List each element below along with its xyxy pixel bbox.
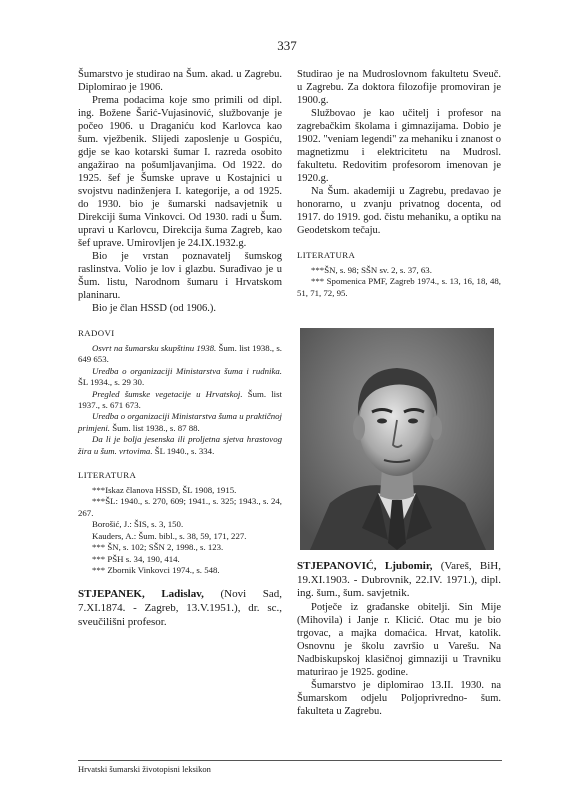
radovi-list bbox=[78, 343, 282, 457]
entry-header bbox=[78, 588, 282, 629]
entry-details: (Vareš, BiH, 19.XI.1903. - Dubrovnik, 22.IV. 1971.), dipl. ing. šum., šum. savjetnik. bbox=[297, 560, 502, 600]
literatura-item: ***Iskaz članova HSSD, ŠL 1908, 1915. bbox=[92, 485, 237, 496]
portrait-photo bbox=[300, 328, 494, 550]
entry-name: STJEPANEK, Ladislav, bbox=[78, 588, 204, 601]
bio-paragraph: Potječe iz građanske obitelji. Sin Mije (Mihovila) i Janje r. Klicić. Otac mu je bio trgovac, a majka domaćica. Hrvat, katolik. Osnovnu je školu završio u Varešu. Na Nadbiskupskoj klasičnoj gimnaziji u Travniku maturirao je 1925. godine. bbox=[297, 601, 501, 678]
bio-paragraph: Šumarstvo je studirao na Šum. akad. u Zagrebu. Diplomirao je 1906. bbox=[78, 69, 282, 93]
radovi-item bbox=[78, 411, 282, 434]
entry-details: (Novi Sad, 7.XI.1874. - Zagreb, 13.V.1951.), dr. sc., sveučilišni profesor. bbox=[78, 588, 282, 628]
work-source: Šum. list 1937., s. 671 673. bbox=[78, 388, 282, 411]
radovi-item bbox=[78, 343, 282, 366]
left-column bbox=[78, 68, 282, 629]
footer-text: Hrvatski šumarski životopisni leksikon bbox=[78, 764, 211, 774]
literatura-item: Kauders, A.: Šum. bibl., s. 38, 59, 171, 227. bbox=[92, 530, 247, 541]
bio-paragraph: Službovao je kao učitelj i profesor na zagrebačkim školama i gimnazijama. Dobio je 1902. "veniam legendi" za mehaniku i znanost o magnetizmu i elektricitetu na Mudrosl. fakultetu. Redovitim profesorom imenovan je 1920.g. bbox=[297, 108, 501, 184]
work-title: Uredba o organizaciji Ministarstva šuma i rudnika. bbox=[92, 365, 282, 376]
entry-name: STJEPANOVIĆ, Ljubomir, bbox=[297, 560, 433, 572]
bio-paragraph: Šumarstvo je diplomirao 13.II. 1930. na Šumarskom odjelu Poljoprivredno- šum. fakulteta u Zagrebu. bbox=[297, 679, 501, 717]
literatura-item: ***ŠL: 1940., s. 270, 609; 1941., s. 325; 1943., s. 24, 267. bbox=[78, 496, 282, 518]
work-source: ŠL 1940., s. 334. bbox=[152, 445, 215, 456]
literatura-item: *** Spomenica PMF, Zagreb 1974., s. 13, 16, 18, 48, 51, 71, 72, 95. bbox=[297, 276, 501, 298]
work-title: Uredba o organizaciji Ministarstva šuma u praktičnoj primjeni. bbox=[78, 411, 282, 433]
literatura-item: *** PŠH s. 34, 190, 414. bbox=[92, 553, 180, 564]
literatura-list bbox=[297, 265, 501, 299]
literatura-item: *** Zbornik Vinkovci 1974., s. 548. bbox=[92, 564, 220, 575]
literatura-heading: LITERATURA bbox=[297, 250, 356, 260]
radovi-item bbox=[78, 389, 282, 412]
bio-paragraph: Studirao je na Mudroslovnom fakultetu Sveuč. u Zagrebu. Za doktora filozofije promoviran je 1900.g. bbox=[297, 69, 501, 106]
radovi-heading: RADOVI bbox=[78, 328, 115, 338]
page-number: 337 bbox=[277, 38, 297, 53]
literatura-item: ***ŠN, s. 98; SŠN sv. 2, s. 37, 63. bbox=[311, 265, 432, 275]
bio-paragraph: Na Šum. akademiji u Zagrebu, predavao je honorarno, u zvanju privatnog docenta, od 1917. do 1919. god. čistu mehaniku, a optiku na Geodetskom tečaju. bbox=[297, 186, 501, 236]
work-source: Šum. list 1938., s. 649 653. bbox=[78, 343, 282, 365]
work-title: Osvrt na šumarsku skupštinu 1938. bbox=[92, 343, 217, 353]
bio-paragraph: Bio je vrstan poznavatelj šumskog raslinstva. Volio je lov i glazbu. Surađivao je u Šum. listu, Narodnom šumaru i Hrvatskom planinaru. bbox=[78, 251, 282, 301]
work-title: Pregled šumske vegetacije u Hrvatskoj. bbox=[92, 388, 243, 399]
right-entry bbox=[297, 560, 501, 718]
work-source: ŠL 1934., s. 29 30. bbox=[78, 377, 145, 388]
work-source: Šum. list 1938., s. 87 88. bbox=[110, 422, 200, 433]
literatura-heading: LITERATURA bbox=[78, 470, 137, 481]
literatura-item: *** ŠN, s. 102; SŠN 2, 1998., s. 123. bbox=[92, 542, 224, 553]
work-title: Da li je bolja jesenska ili proljetna sjetva hrastovog žira u šum. vrtovima. bbox=[78, 434, 282, 456]
radovi-item bbox=[78, 434, 282, 457]
bio-paragraph: Prema podacima koje smo primili od dipl. ing. Božene Šarić-Vujasinović, službovanje je počeo 1906. u Draganiću kod Karlovca kao šum. vježbenik. Slijedi zaposlenje u Gospiću, gdje se kao kotarski šumar I. razreda osobito angažirao na pošumljavanjima. Od 1922. do 1925. šef je Šumske uprave u Kostajnici u svojstvu nadinženjera I. kategorije, a od 1925. do 1930. bio je šumarski nadsavjetnik u Direkciji šuma Vinkovci. Od 1930. radi u Šum. upravi u Karlovcu, Direkcija šuma Zagreb, kao šef uprave. Umirovljen je 24.IX.1932.g. bbox=[78, 95, 282, 249]
right-column bbox=[297, 68, 501, 299]
portrait-image bbox=[300, 328, 494, 550]
radovi-item bbox=[78, 366, 282, 389]
bio-paragraph: Bio je član HSSD (od 1906.). bbox=[92, 303, 216, 314]
footer-rule bbox=[78, 760, 502, 761]
literatura-item: Borošić, J.: ŠIS, s. 3, 150. bbox=[92, 519, 184, 530]
literatura-list bbox=[78, 485, 282, 576]
entry-header bbox=[297, 560, 501, 601]
